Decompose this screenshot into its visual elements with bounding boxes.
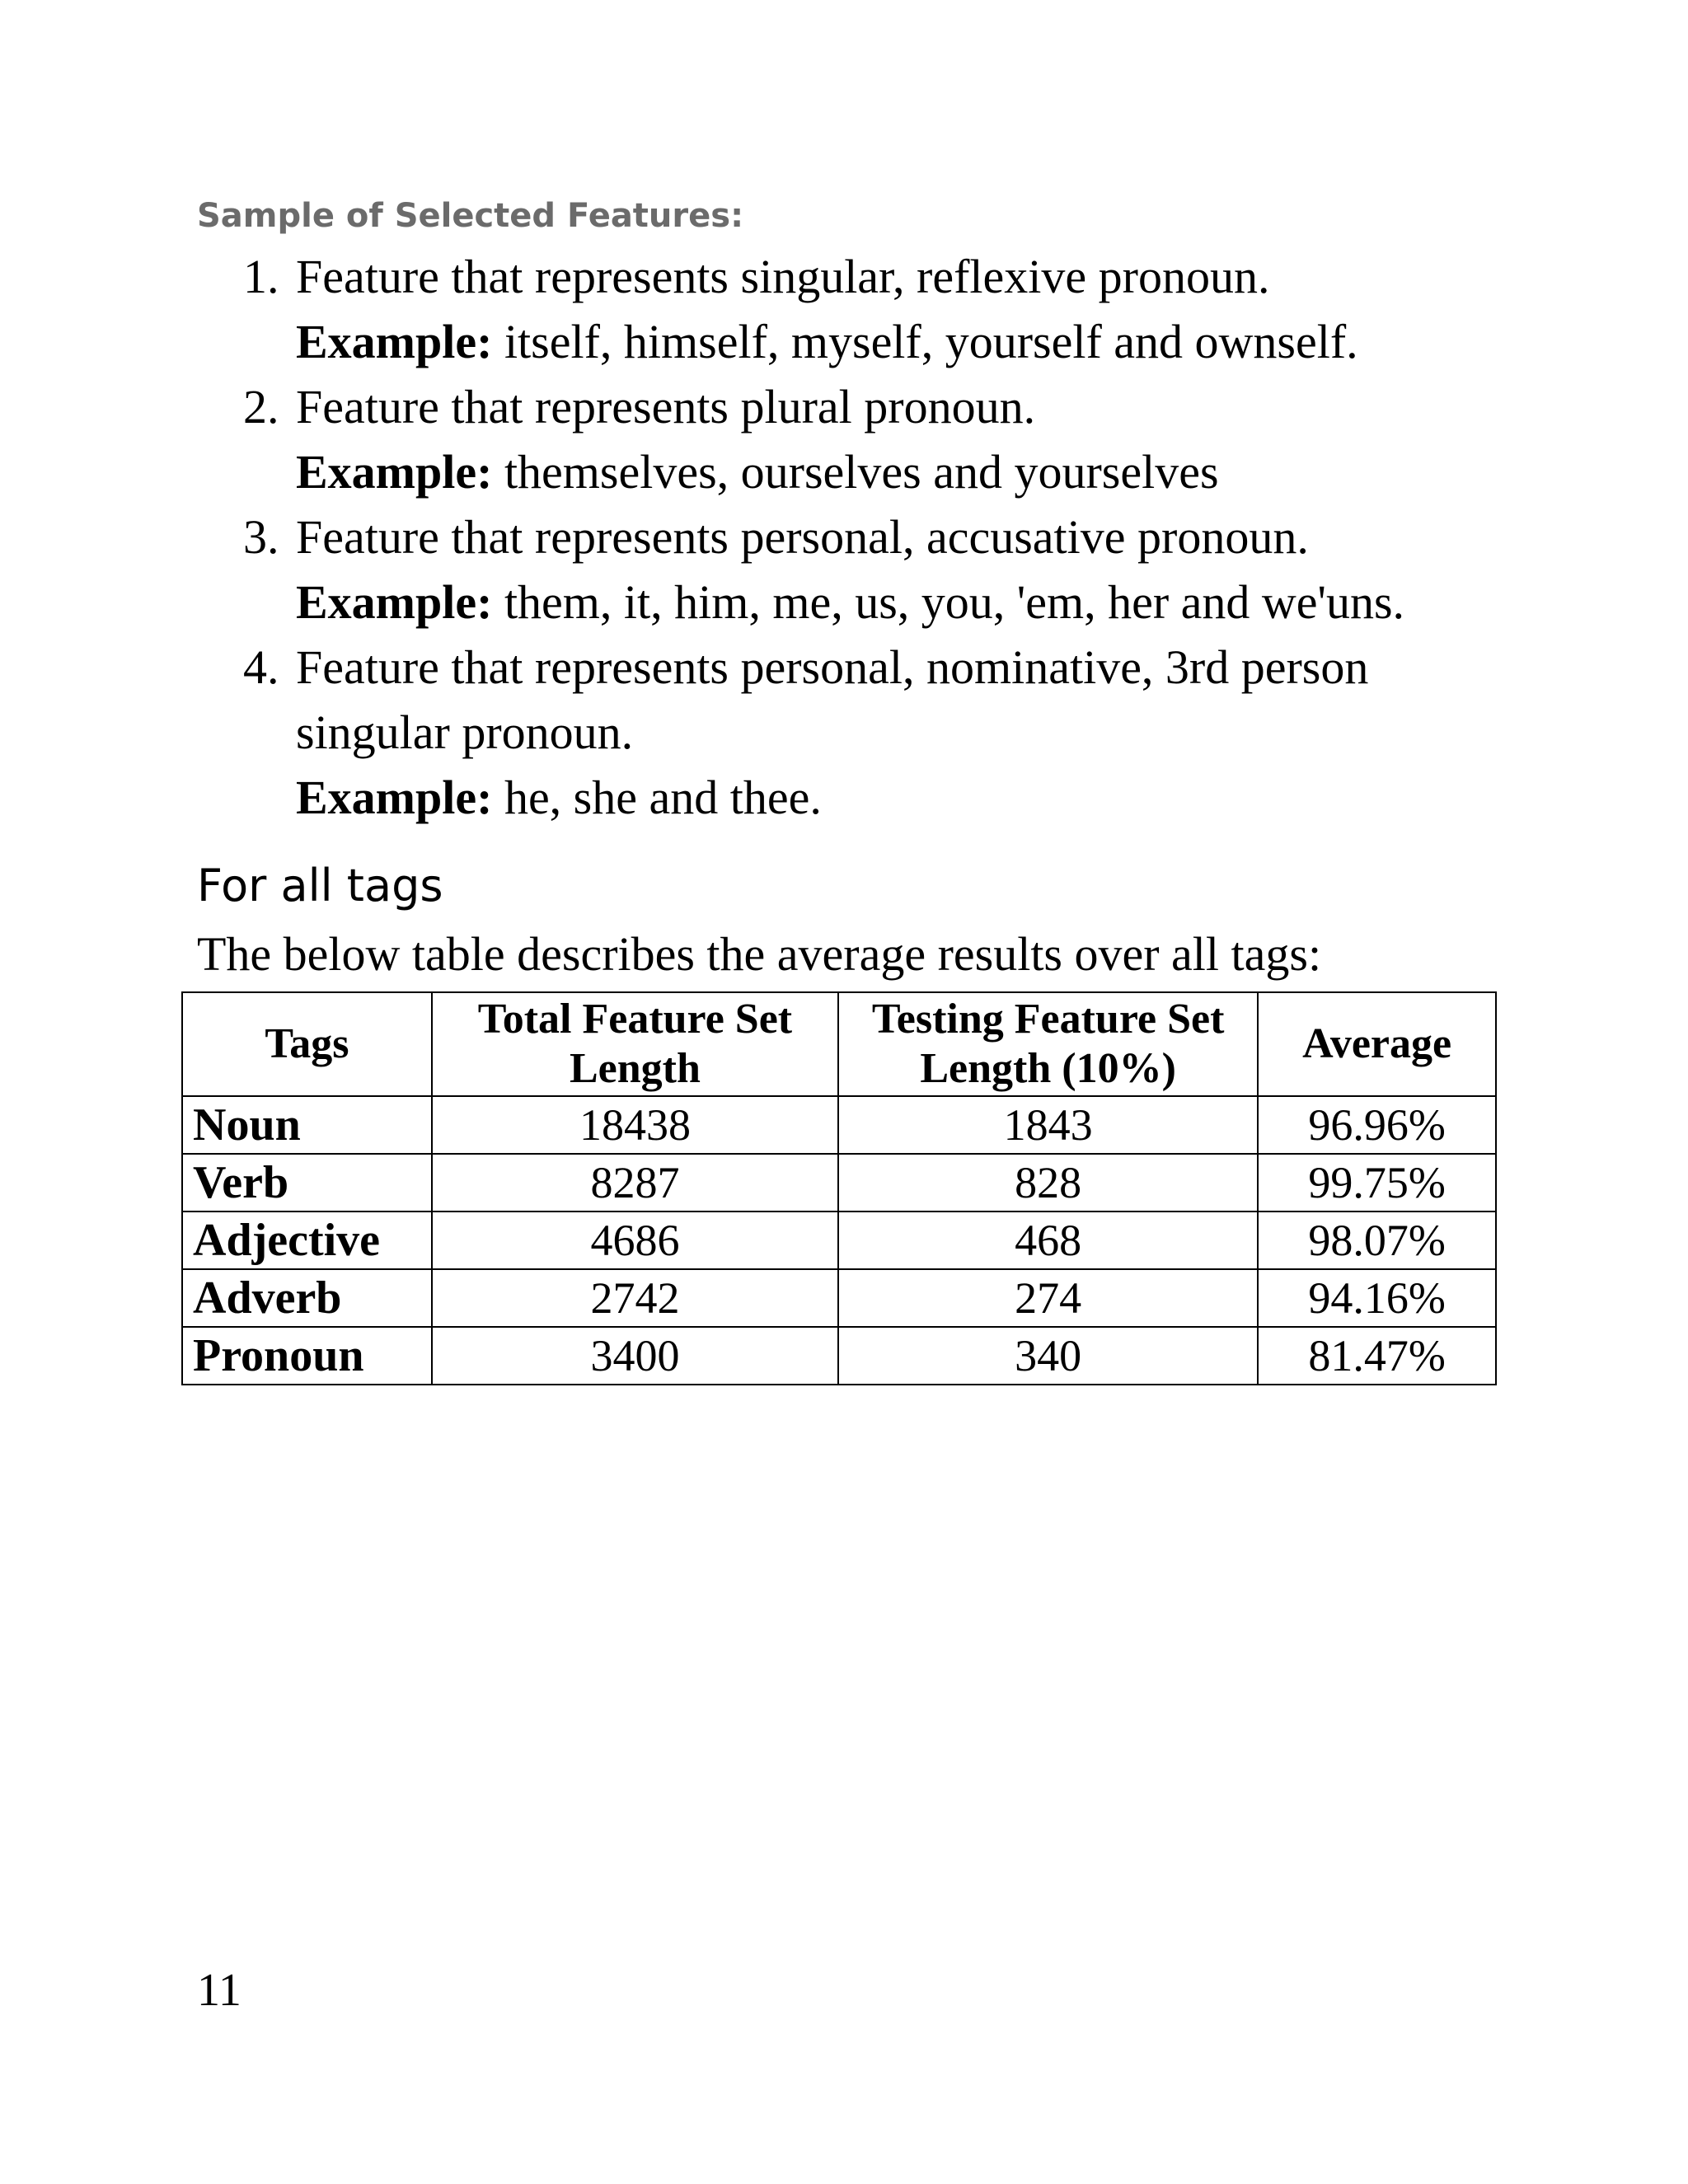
example-text: themselves, ourselves and yourselves [492, 445, 1219, 499]
cell-total: 3400 [432, 1327, 838, 1385]
example-text: he, she and thee. [492, 771, 822, 824]
cell-total: 4686 [432, 1212, 838, 1269]
example-label: Example: [296, 315, 493, 368]
section-title: Sample of Selected Features: [197, 197, 744, 235]
cell-average: 81.47% [1258, 1327, 1496, 1385]
example-label: Example: [296, 445, 493, 499]
feature-number: 2. [243, 380, 279, 434]
header-testing-feature-set-length [838, 992, 1258, 1096]
cell-tag: Adjective [182, 1212, 432, 1269]
cell-tag: Noun [182, 1096, 432, 1154]
header-line: Testing Feature Set [871, 996, 1225, 1043]
feature-description: Feature that represents singular, reflexive pronoun. [296, 250, 1270, 303]
feature-example [296, 765, 1479, 830]
feature-number: 1. [243, 250, 279, 303]
table-row [182, 1327, 1496, 1385]
table-row [182, 1212, 1496, 1269]
header-total-feature-set-length [432, 992, 838, 1096]
cell-testing: 468 [838, 1212, 1258, 1269]
cell-testing: 1843 [838, 1096, 1258, 1154]
feature-item-3 [243, 504, 1479, 635]
cell-average: 98.07% [1258, 1212, 1496, 1269]
table-row [182, 1154, 1496, 1212]
cell-total: 8287 [432, 1154, 838, 1212]
feature-example [296, 309, 1479, 374]
table-intro: The below table describes the average results over all tags: [197, 927, 1322, 981]
cell-tag: Adverb [182, 1269, 432, 1327]
example-label: Example: [296, 575, 493, 629]
feature-description: Feature that represents plural pronoun. [296, 380, 1036, 434]
feature-list [243, 244, 1479, 830]
page-number: 11 [197, 1965, 241, 2016]
feature-description-continued: singular pronoun. [296, 705, 634, 759]
header-line: Length [569, 1045, 701, 1092]
cell-testing: 274 [838, 1269, 1258, 1327]
feature-example [296, 569, 1479, 635]
header-line: Length (10%) [920, 1045, 1176, 1092]
example-label: Example: [296, 771, 493, 824]
feature-item-2 [243, 374, 1479, 504]
cell-tag: Pronoun [182, 1327, 432, 1385]
cell-average: 94.16% [1258, 1269, 1496, 1327]
header-line: Total Feature Set [477, 996, 793, 1043]
table-row [182, 1269, 1496, 1327]
feature-item-1 [243, 244, 1479, 374]
feature-example [296, 439, 1479, 504]
cell-average: 99.75% [1258, 1154, 1496, 1212]
table-row [182, 1096, 1496, 1154]
feature-number: 3. [243, 510, 279, 564]
cell-average: 96.96% [1258, 1096, 1496, 1154]
subheading: For all tags [197, 860, 443, 912]
table-header-row [182, 992, 1496, 1096]
cell-testing: 828 [838, 1154, 1258, 1212]
results-table [181, 991, 1497, 1385]
feature-description: Feature that represents personal, accusative pronoun. [296, 510, 1309, 564]
cell-testing: 340 [838, 1327, 1258, 1385]
feature-description: Feature that represents personal, nominative, 3rd person [296, 640, 1369, 694]
feature-number: 4. [243, 640, 279, 694]
cell-total: 18438 [432, 1096, 838, 1154]
header-tags: Tags [182, 992, 432, 1096]
header-average: Average [1258, 992, 1496, 1096]
example-text: them, it, him, me, us, you, 'em, her and we'uns. [492, 575, 1405, 629]
cell-total: 2742 [432, 1269, 838, 1327]
cell-tag: Verb [182, 1154, 432, 1212]
example-text: itself, himself, myself, yourself and ownself. [492, 315, 1358, 368]
feature-item-4 [243, 635, 1479, 830]
